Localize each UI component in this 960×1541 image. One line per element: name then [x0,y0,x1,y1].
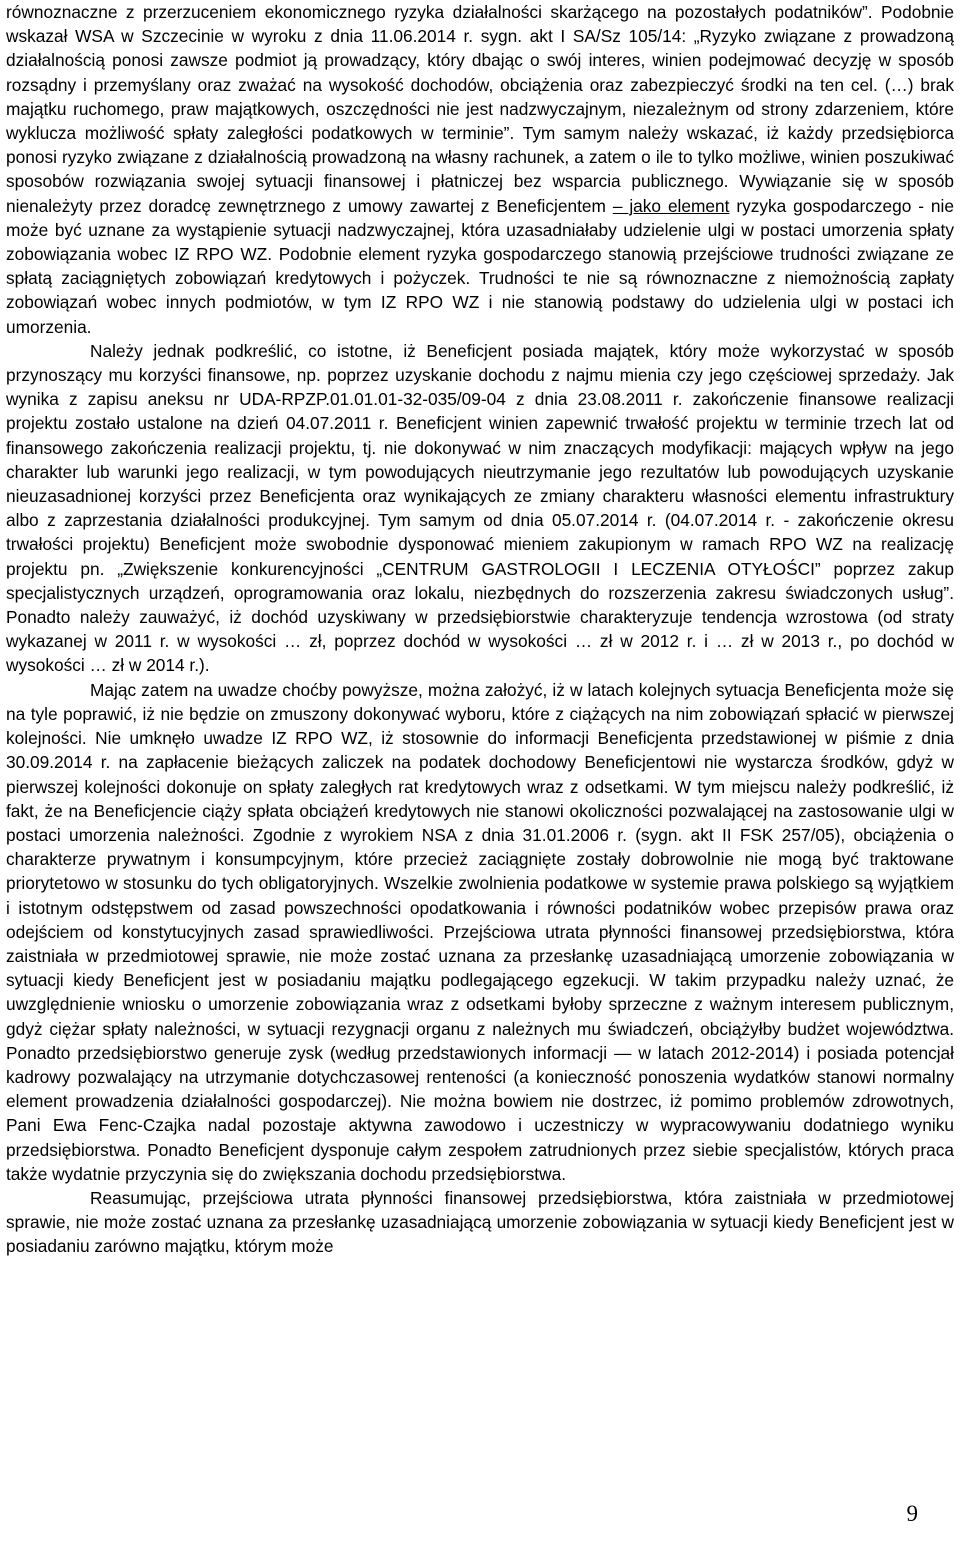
paragraph-1 [6,0,954,339]
paragraph-2 [6,339,954,678]
document-page [6,0,954,1259]
paragraph-1-text-b: ryzyka gospodarczego - nie może być uznane za wystąpienie sytuacji nadzwyczajnej, która uzasadniałaby udzielenie ulgi w postaci umorzenia spłaty zobowiązania wobec IZ RPO WZ. Podobnie element ryzyka gospodarczego stanowią przejściowe trudności związane ze spłatą zaciągniętych zobowiązań kredytowych i pożyczek. Trudności te nie są równoznaczne z niemożnością zapłaty zobowiązań wobec innych podmiotów, w tym IZ RPO WZ i nie stanowią podstawy do udzielenia ulgi w postaci ich umorzenia. [6,195,954,337]
paragraph-2-text: Należy jednak podkreślić, co istotne, iż Beneficjent posiada majątek, który może wykorzystać w sposób przynoszący mu korzyści finansowe, np. poprzez uzyskanie dochodu z najmu mienia czy jego częściowej sprzedaży. Jak wynika z zapisu aneksu nr UDA-RPZP.01.01.01-32-035/09-04 z dnia 23.08.2011 r. zakończenie finansowe realizacji projektu zostało ustalone na dzień 04.07.2011 r. Beneficjent winien zapewnić trwałość projektu w terminie trzech lat od finansowego zakończenia realizacji projektu, tj. nie dokonywać w nim znaczących modyfikacji: mających wpływ na jego charakter lub warunki jego realizacji, w tym powodujących nieutrzymanie jego rezultatów lub powodujących uzyskanie nieuzasadnionej korzyści przez Beneficjenta oraz wynikających ze zmiany charakteru własności elementu infrastruktury albo z zaprzestania działalności produkcyjnej. Tym samym od dnia 05.07.2014 r. (04.07.2014 r. - zakończenie okresu trwałości projektu) Beneficjent może swobodnie dysponować mieniem zakupionym w ramach RPO WZ na realizację projektu pn. „Zwiększenie konkurencyjności „CENTRUM GASTROLOGII I LECZENIA OTYŁOŚCI” poprzez zakup specjalistycznych urządzeń, oprogramowania oraz lokalu, niezbędnych do rozszerzenia zakresu świadczonych usług”. Ponadto należy zauważyć, iż dochód uzyskiwany w przedsiębiorstwie charakteryzuje tendencja wzrostowa (od straty wykazanej w 2011 r. w wysokości … zł, poprzez dochód w wysokości … zł w 2012 r. i … zł w 2013 r., po dochód w wysokości … zł w 2014 r.). [6,340,954,676]
paragraph-4-text: Reasumując, przejściowa utrata płynności finansowej przedsiębiorstwa, która zaistniała w przedmiotowej sprawie, nie może zostać uznana za przesłankę uzasadniającą umorzenie zobowiązania w sytuacji kiedy Beneficjent jest w posiadaniu zarówno majątku, którym może [6,1187,954,1257]
paragraph-3-text: Mając zatem na uwadze choćby powyższe, można założyć, iż w latach kolejnych sytuacja Beneficjenta może się na tyle poprawić, iż nie będzie on zmuszony dokonywać wyboru, które z ciążących na nim zobowiązań spłacić w pierwszej kolejności. Nie umknęło uwadze IZ RPO WZ, iż stosownie do informacji Beneficjenta przedstawionej w piśmie z dnia 30.09.2014 r. na zapłacenie bieżących zaliczek na podatek dochodowy Beneficjentowi nie wystarcza środków, gdyż w pierwszej kolejności dokonuje on spłaty zaległych rat kredytowych wraz z odsetkami. W tym miejscu należy podkreślić, iż fakt, że na Beneficjencie ciąży spłata obciążeń kredytowych nie stanowi okoliczności pozwalającej na zastosowanie ulgi w postaci umorzenia należności. Zgodnie z wyrokiem NSA z dnia 31.01.2006 r. (sygn. akt II FSK 257/05), obciążenia o charakterze prywatnym i konsumpcyjnym, które przecież zaciągnięte zostały dobrowolnie nie mogą być traktowane priorytetowo w stosunku do tych obligatoryjnych. Wszelkie zwolnienia podatkowe w systemie prawa polskiego są wyjątkiem i istotnym odstępstwem od zasad powszechności opodatkowania i równości podatników wobec przepisów prawa oraz odejściem od konstytucyjnych zasad sprawiedliwości. Przejściowa utrata płynności finansowej przedsiębiorstwa, która zaistniała w przedmiotowej sprawie, nie może zostać uznana za przesłankę uzasadniającą umorzenie zobowiązania w sytuacji kiedy Beneficjent jest w posiadaniu majątku podlegającego egzekucji. W takim przypadku należy uznać, że uwzględnienie wniosku o umorzenie zobowiązania wraz z odsetkami byłoby sprzeczne z ważnym interesem publicznym, gdyż ciężar spłaty należności, w sytuacji rezygnacji organu z należnych mu świadczeń, obciążyłby budżet województwa. Ponadto przedsiębiorstwo generuje zysk (według przedstawionych informacji — w latach 2012-2014) i posiada potencjał kadrowy pozwalający na utrzymanie dotychczasowej renteności (a konieczność ponoszenia wydatków stanowi normalny element prowadzenia działalności gospodarczej). Nie można bowiem nie dostrzec, iż pomimo problemów zdrowotnych, Pani Ewa Fenc-Czajka nadal pozostaje aktywna zawodowo i uczestniczy w wypracowywaniu dodatniego wyniku przedsiębiorstwa. Ponadto Beneficjent dysponuje całym zespołem zatrudnionych przez siebie specjalistów, których praca także wydatnie przyczynia się do zwiększania dochodu przedsiębiorstwa. [6,679,954,1184]
paragraph-3 [6,678,954,1186]
paragraph-1-text-a: równoznaczne z przerzuceniem ekonomicznego ryzyka działalności skarżącego na pozostałych podatników”. Podobnie wskazał WSA w Szczecinie w wyroku z dnia 11.06.2014 r. sygn. akt I SA/Sz 105/14: „Ryzyko związane z prowadzoną działalnością ponosi zawsze podmiot ją prowadzący, który dbając o swój interes, winien podejmować decyzję w sposób rozsądny i przemyślany oraz zważać na wysokość dochodów, obciążenia oraz zabezpieczyć środki na ten cel. (…) brak majątku ruchomego, praw majątkowych, oszczędności nie jest nadzwyczajnym, niezależnym od strony zdarzeniem, które wyklucza możliwość spłaty zaległości podatkowych w terminie”. Tym samym należy wskazać, iż każdy przedsiębiorca ponosi ryzyko związane z działalnością prowadzoną na własny rachunek, a zatem o ile to tylko możliwe, winien poszukiwać sposobów rozwiązania swojej sytuacji finansowej i płatniczej bez wsparcia publicznego. Wywiązanie się w sposób nienależyty przez doradcę zewnętrznego z umowy zawartej z Beneficjentem [6,2,954,216]
paragraph-1-underlined-text: – jako element [612,195,730,216]
page-number: 9 [906,1501,918,1526]
paragraph-4 [6,1186,954,1259]
